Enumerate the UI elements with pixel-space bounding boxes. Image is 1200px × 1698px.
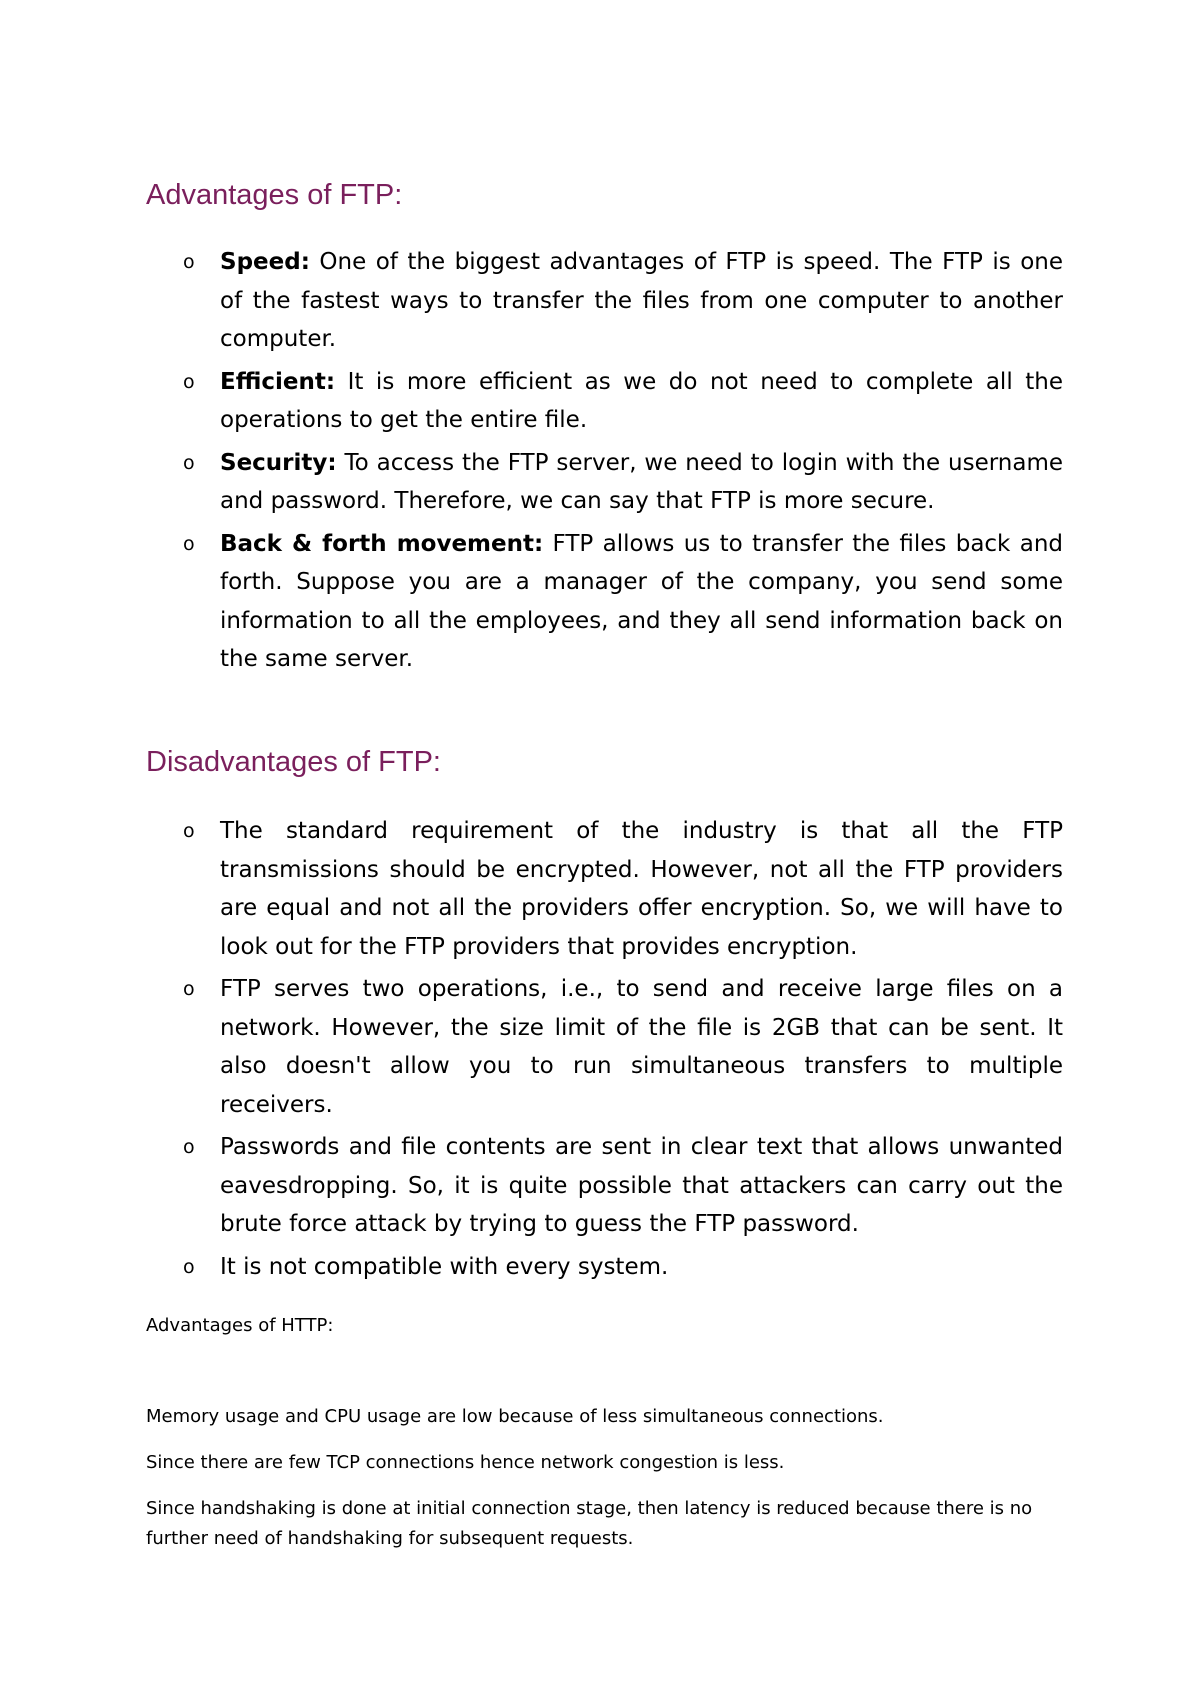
http-paragraph: Since handshaking is done at initial connection stage, then latency is reduced because there is no further need of handshaking for subsequent requests. — [146, 1498, 1033, 1549]
bullet-marker: o — [183, 978, 195, 1000]
bullet-marker: o — [183, 451, 195, 474]
list-item — [183, 1248, 1063, 1287]
item-term: Security: — [220, 449, 337, 476]
bullet-marker: o — [183, 1136, 195, 1158]
list-item — [183, 1128, 1063, 1244]
item-term: Speed: — [220, 249, 310, 275]
advantages-ftp-heading: Advantages of FTP: — [146, 179, 403, 211]
disadvantages-ftp-heading: Disadvantages of FTP: — [146, 746, 441, 778]
http-paragraph: Since there are few TCP connections hence network congestion is less. — [146, 1452, 785, 1473]
item-text: Passwords and file contents are sent in clear text that allows unwanted eavesdropping. So, it is quite possible that attackers can carry out the brute force attack by trying to guess the FTP password. — [220, 1134, 1063, 1237]
list-item — [183, 363, 1063, 440]
item-text: FTP serves two operations, i.e., to send and receive large files on a network. However, the size limit of the file is 2GB that can be sent. It also doesn't allow you to run simultaneous transfers to multiple receivers. — [220, 976, 1063, 1118]
item-text: The standard requirement of the industry is that all the FTP transmissions should be encrypted. However, not all the FTP providers are equal and not all the providers offer encryption. So, we will have to look out for the FTP providers that provides encryption. — [220, 818, 1063, 960]
disadvantages-ftp-list — [183, 812, 1063, 1290]
item-text: It is not compatible with every system. — [220, 1253, 669, 1280]
bullet-marker: o — [183, 1255, 195, 1278]
advantages-ftp-list — [183, 243, 1063, 683]
advantages-http-heading: Advantages of HTTP: — [146, 1315, 334, 1336]
item-text: To access the FTP server, we need to login with the username and password. Therefore, we can say that FTP is more secure. — [220, 449, 1063, 514]
item-term: Efficient: — [220, 368, 336, 395]
bullet-marker: o — [183, 532, 195, 555]
item-term: Back & forth movement: — [220, 530, 544, 557]
bullet-marker: o — [183, 820, 195, 842]
item-text: One of the biggest advantages of FTP is speed. The FTP is one of the fastest ways to transfer the files from one computer to another computer. — [220, 249, 1063, 352]
bullet-marker: o — [183, 370, 195, 393]
list-item — [183, 970, 1063, 1124]
http-paragraph: Memory usage and CPU usage are low because of less simultaneous connections. — [146, 1406, 884, 1427]
bullet-marker: o — [183, 251, 195, 273]
item-text: It is more efficient as we do not need to complete all the operations to get the entire file. — [220, 368, 1063, 433]
list-item — [183, 243, 1063, 359]
list-item — [183, 525, 1063, 679]
item-text: FTP allows us to transfer the files back and forth. Suppose you are a manager of the company, you send some information to all the employees, and they all send information back on the same server. — [220, 530, 1063, 672]
list-item — [183, 812, 1063, 966]
list-item — [183, 444, 1063, 521]
